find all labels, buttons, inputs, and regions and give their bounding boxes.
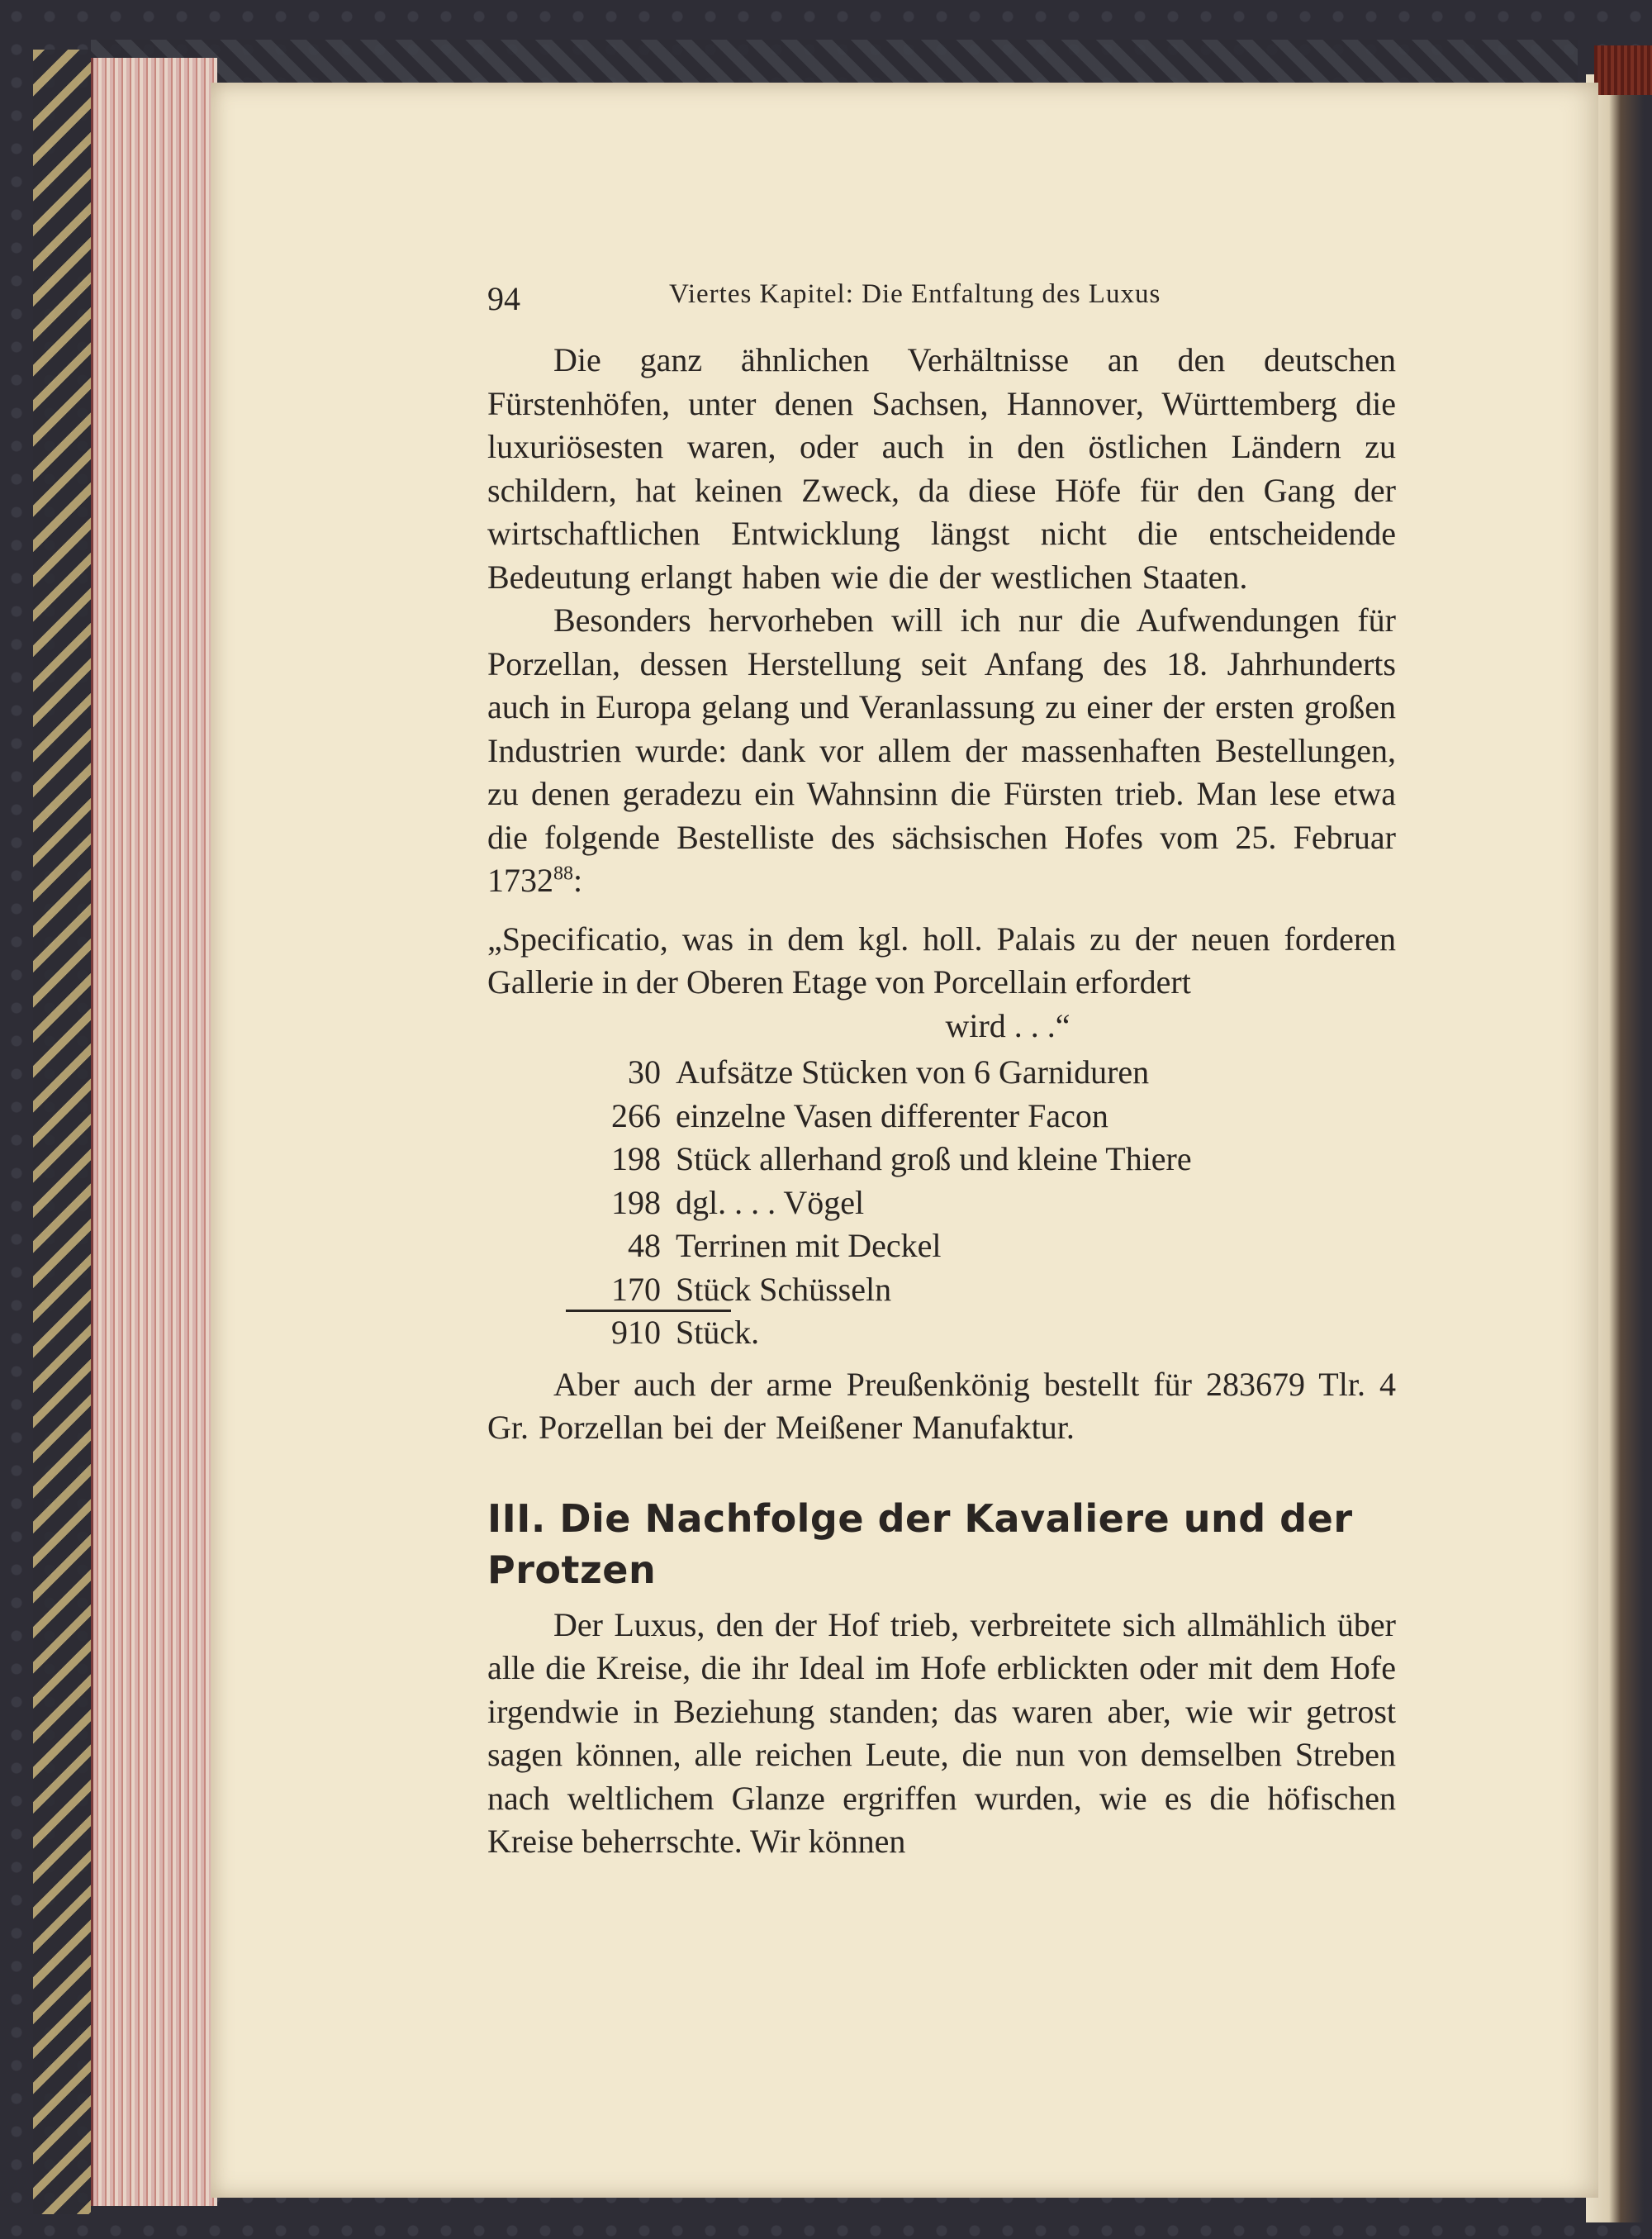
order-list — [487, 1051, 1396, 1355]
paragraph-1: Die ganz ähnlichen Verhältnisse an den deutschen Fürstenhöfen, unter denen Sachsen, Hannover, Württemberg die luxuriösesten waren, oder auch in den östlichen Ländern zu schildern, hat keinen Zweck, da diese Höfe für den Gang der wirtschaftlichen Entwicklung längst nicht die entscheidende Bedeutung erlangt haben wie die der westlichen Staaten. — [487, 341, 1396, 596]
cover-pattern-left — [33, 50, 91, 2214]
quote-end: wird . . .“ — [945, 1006, 1070, 1044]
quote-text: „Specificatio, was in dem kgl. holl. Palais zu der neuen forderen Gallerie in der Oberen Etage von Porcellain erfordert — [487, 920, 1396, 1001]
list-total — [487, 1311, 1396, 1355]
list-item — [487, 1138, 1396, 1181]
list-item — [487, 1181, 1396, 1225]
list-item-desc: Stück Schüsseln — [676, 1270, 892, 1308]
page-stack-edges — [91, 58, 217, 2206]
list-item-desc: dgl. . . . Vögel — [676, 1183, 865, 1221]
list-item-qty: 30 — [628, 1053, 661, 1091]
list-item-desc: Aufsätze Stücken von 6 Garniduren — [676, 1053, 1150, 1091]
bookmark-ribbon — [1594, 45, 1652, 95]
paragraph-2-colon: : — [573, 862, 583, 899]
list-item — [487, 1095, 1396, 1139]
section-body: Der Luxus, den der Hof trieb, verbreitete sich allmählich über alle die Kreise, die ihr Ideal im Hofe erblickten oder mit dem Hofe irgendwie in Beziehung standen; das waren aber, wie wir getrost sagen können, alle reichen Leute, die nun von demselben Streben nach weltlichem Glanze ergriffen wurden, wie es die höfischen Kreise beherrschte. Wir können — [487, 1605, 1396, 1860]
list-item-qty: 48 — [628, 1227, 661, 1264]
list-item-qty: 198 — [611, 1183, 661, 1221]
page-header — [487, 273, 1396, 322]
cover-pattern-top — [91, 40, 1578, 86]
list-item-desc: Terrinen mit Deckel — [676, 1227, 942, 1264]
paragraph-2 — [487, 599, 1396, 903]
page-number: 94 — [487, 280, 520, 317]
paragraph-after-list: Aber auch der arme Preußenkönig bestellt für 283679 Tlr. 4 Gr. Porzellan bei der Meißener Manufaktur. — [487, 1365, 1396, 1446]
page-text — [487, 273, 1396, 1864]
list-item — [487, 1051, 1396, 1095]
specification-quote — [487, 918, 1396, 1048]
list-item — [487, 1224, 1396, 1268]
list-total-qty: 910 — [611, 1314, 661, 1351]
list-total-desc: Stück. — [676, 1314, 760, 1351]
running-head: Viertes Kapitel: Die Entfaltung des Luxus — [669, 279, 1161, 309]
list-item-desc: Stück allerhand groß und kleine Thiere — [676, 1140, 1192, 1177]
list-item-qty: 170 — [611, 1270, 661, 1308]
list-item-qty: 266 — [611, 1096, 661, 1134]
footnote-reference[interactable]: 88 — [553, 863, 573, 885]
paragraph-2-text: Besonders hervorheben will ich nur die Aufwendungen für Porzellan, dessen Herstellung seit Anfang des 18. Jahrhunderts auch in Europa gelang und Veranlassung zu einer der ersten großen Industrien wurde: dank vor allem der massenhaften Bestellungen, zu denen geradezu ein Wahnsinn die Fürsten trieb. Man lese etwa die folgende Bestelliste des sächsischen Hofes vom 25. Februar 1732 — [487, 601, 1396, 899]
section-heading: III. Die Nachfolge der Kavaliere und der Protzen — [487, 1495, 1353, 1592]
list-item — [487, 1268, 1396, 1312]
list-item-qty: 198 — [611, 1140, 661, 1177]
list-item-desc: einzelne Vasen differenter Facon — [676, 1096, 1108, 1134]
